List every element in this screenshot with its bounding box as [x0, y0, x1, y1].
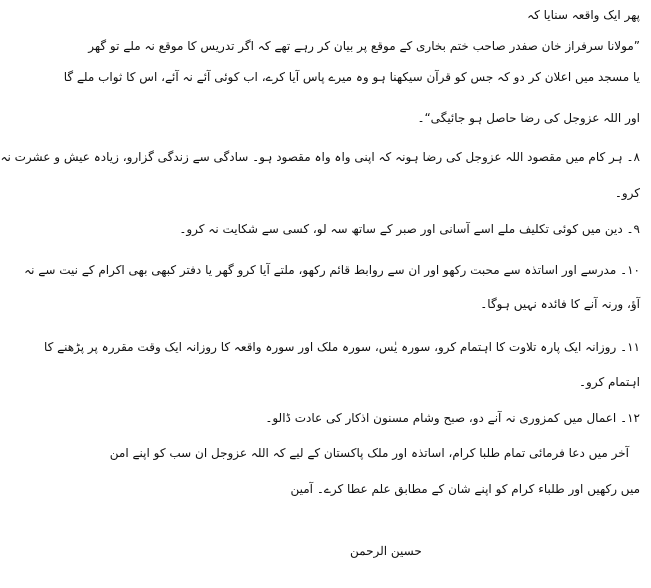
closing-line-2: میں رکھیں اور طلباء کرام کو اپنے شان کے مطابق علم عطا کرے۔ آمین	[290, 482, 640, 496]
point-10-line-1: ۱۰۔ مدرسے اور اساتذہ سے محبت رکھو اور ان سے روابط قائم رکھو، ملتے آیا کرو گھر یا دفتر کبھی بھی اکرام کے نیت سے نہ	[24, 263, 640, 277]
quote-line-2: یا مسجد میں اعلان کر دو کہ جس کو قرآن سیکھنا ہو وہ میرے پاس آیا کرے، اب کوئی آئے نہ آئے، اس کا ثواب ملے گا	[63, 70, 640, 84]
author-signature: حسین الرحمن	[350, 544, 422, 558]
point-12-line: ۱۲۔ اعمال میں کمزوری نہ آنے دو، صبح وشام مسنون اذکار کی عادت ڈالو۔	[265, 411, 640, 425]
point-8-line-1: ۸۔ ہر کام میں مقصود اللہ عزوجل کی رضا ہونہ کہ اپنی واہ واہ مقصود ہو۔ سادگی سے زندگی گزارو، زیادہ عیش و عشرت نہ	[0, 150, 640, 164]
quote-line-3: اور اللہ عزوجل کی رضا حاصل ہو جائیگی“۔	[417, 111, 640, 125]
point-10-line-2: آؤ، ورنہ آنے کا فائدہ نہیں ہوگا۔	[480, 297, 640, 311]
closing-line-1: آخر میں دعا فرمائی تمام طلبا کرام، اساتذہ اور ملک پاکستان کے لیے کہ اللہ عزوجل ان سب کو اپنے امن	[109, 446, 629, 460]
point-8-line-2: کرو۔	[614, 186, 640, 200]
point-11-line-2: اہتمام کرو۔	[579, 375, 640, 389]
point-9-line: ۹۔ دین میں کوئی تکلیف ملے اسے آسانی اور صبر کے ساتھ سہ لو، کسی سے شکایت نہ کرو۔	[179, 222, 640, 236]
point-11-line-1: ۱۱۔ روزانہ ایک پارہ تلاوت کا اہتمام کرو، سورہ یٰس، سورہ ملک اور سورہ واقعہ کا روزانہ ایک وقت مقررہ پر پڑھنے کا	[43, 340, 640, 354]
quote-line-1: ”مولانا سرفراز خان صفدر صاحب ختم بخاری کے موقع پر بیان کر رہے تھے کہ اگر تدریس کا موقع نہ ملے تو گھر	[88, 39, 640, 53]
intro-line: پھر ایک واقعہ سنایا کہ	[527, 8, 640, 22]
